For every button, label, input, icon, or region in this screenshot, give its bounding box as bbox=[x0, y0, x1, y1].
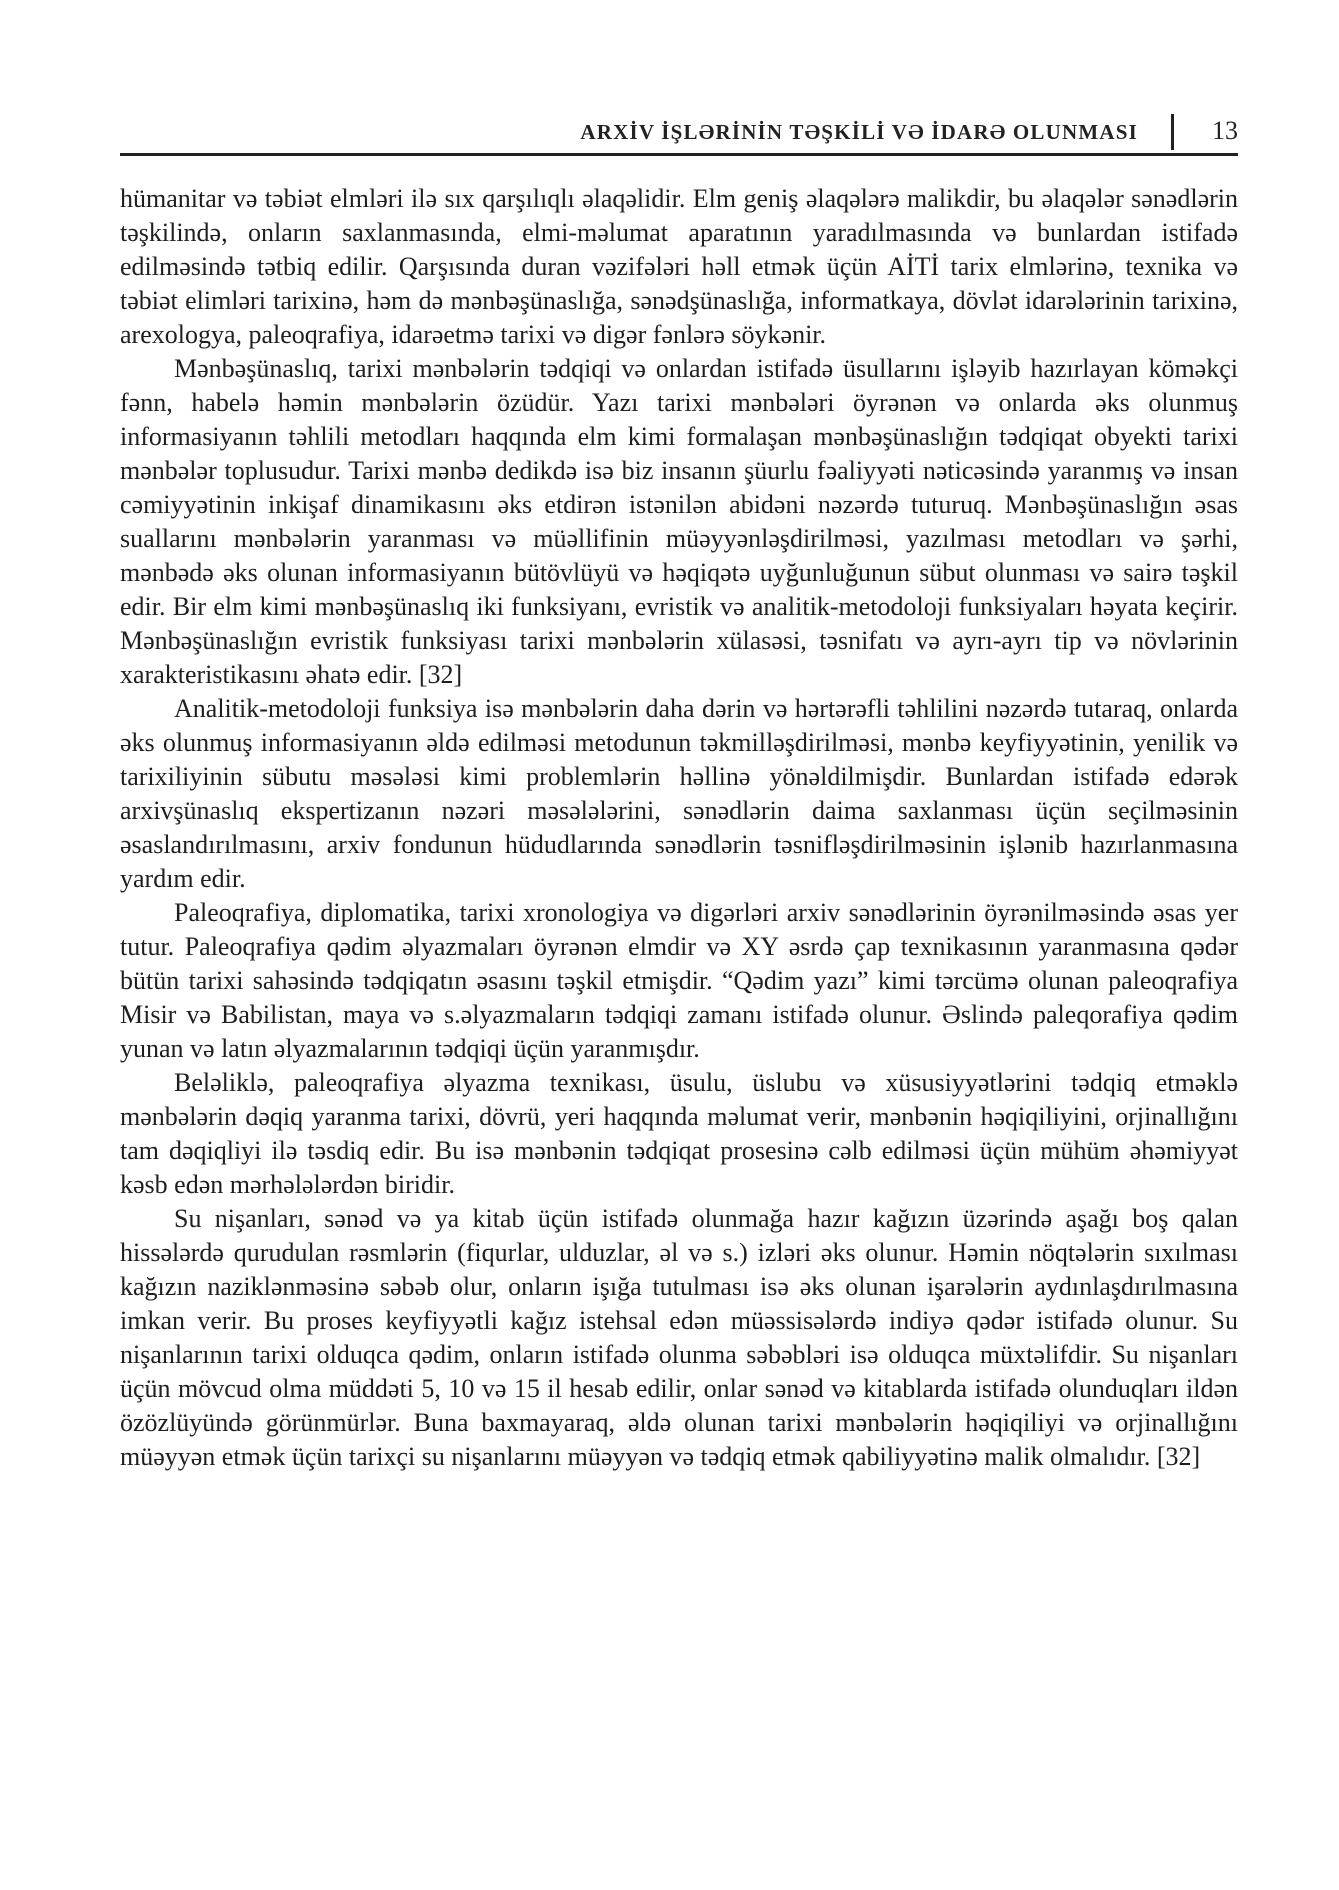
body-text bbox=[120, 182, 1238, 1474]
running-header-title: ARXİV İŞLƏRİNİN TƏŞKİLİ VƏ İDARƏ OLUNMASI bbox=[580, 120, 1138, 144]
paragraph-paleoqrafiya: Paleoqrafiya, diplomatika, tarixi xronologiya və digərləri arxiv sənədlərinin öyrənilməsində əsas yer tutur. Paleoqrafiya qədim əlyazmaları öyrənən elmdir və XY əsrdə çap texnikasının yaranmasına qədər bütün tarixi sahəsində tədqiqatın əsasını təşkil etmişdir. “Qədim yazı” kimi tərcümə olunan paleoqrafiya Misir və Babilistan, maya və s.əlyazmaların tədqiqi zamanı istifadə olunur. Əslində paleqorafiya qədim yunan və latın əlyazmalarının tədqiqi üçün yaranmışdır. bbox=[120, 898, 1238, 1063]
header-rule bbox=[120, 153, 1238, 156]
paragraph-menbesunasliq: Mənbəşünaslıq, tarixi mənbələrin tədqiqi və onlardan istifadə üsullarını işləyib hazırlayan köməkçi fənn, habelə həmin mənbələrin özüdür. Yazı tarixi mənbələri öyrənən və onlarda əks olunmuş informasiyanın təhlili metodları haqqında elm kimi formalaşan mənbəşünaslığın tədqiqat obyekti tarixi mənbələr toplusudur. Tarixi mənbə dedikdə isə biz insanın şüurlu fəaliyyəti nəticəsində yaranmış və insan cəmiyyətinin inkişaf dinamikasını əks etdirən istənilən abidəni nəzərdə tuturuq. Mənbəşünaslığın əsas suallarını mənbələrin yaranması və müəllifinin müəyyənləşdirilməsi, yazılması metodları və şərhi, mənbədə əks olunan informasiyanın bütövlüyü və həqiqətə uyğunluğunun sübut olunması və sairə təşkil edir. Bir elm kimi mənbəşünaslıq iki funksiyanı, evristik və analitik-metodoloji funksiyaları həyata keçirir. Mənbəşünaslığın evristik funksiyası tarixi mənbələrin xülasəsi, təsnifatı və ayrı-ayrı tip və növlərinin xarakteristikasını əhatə edir. [32] bbox=[120, 354, 1238, 689]
page-number: 13 bbox=[1212, 116, 1238, 145]
header-separator bbox=[1171, 114, 1174, 150]
paragraph-analitik-metodoloji: Analitik-metodoloji funksiya isə mənbələrin daha dərin və hərtərəfli təhlilini nəzərdə tutaraq, onlarda əks olunmuş informasiyanın əldə edilməsi metodunun təkmilləşdirilməsi, mənbə keyfiyyətinin, yenilik və tarixiliyinin sübutu məsələsi kimi problemlərin həllinə yönəldilmişdir. Bunlardan istifadə edərək arxivşünaslıq ekspertizanın nəzəri məsələlərini, sənədlərin daima saxlanması üçün seçilməsinin əsaslandırılmasını, arxiv fondunun hüdudlarında sənədlərin təsnifləşdirilməsinin işlənib hazırlanmasına yardım edir. bbox=[120, 694, 1238, 893]
paragraph-su-nisanlari: Su nişanları, sənəd və ya kitab üçün istifadə olunmağa hazır kağızın üzərində aşağı boş qalan hissələrdə qurudulan rəsmlərin (fiqurlar, ulduzlar, əl və s.) izləri əks olunur. Həmin nöqtələrin sıxılması kağızın naziklənməsinə səbəb olur, onların işığa tutulması isə əks olunan işarələrin aydınlaşdırılmasına imkan verir. Bu proses keyfiyyətli kağız istehsal edən müəssisələrdə indiyə qədər istifadə olunur. Su nişanlarının tarixi olduqca qədim, onların istifadə olunma səbəbləri isə olduqca müxtəlifdir. Su nişanları üçün mövcud olma müddəti 5, 10 və 15 il hesab edilir, onlar sənəd və kitablarda istifadə olunduqları ildən özözlüyündə görünmürlər. Buna baxmayaraq, əldə olunan tarixi mənbələrin həqiqiliyi və orjinallığını müəyyən etmək üçün tarixçi su nişanlarını müəyyən və tədqiq etmək qabiliyyətinə malik olmalıdır. [32] bbox=[120, 1204, 1238, 1471]
running-header bbox=[120, 112, 1238, 156]
paragraph-belelikle: Beləliklə, paleoqrafiya əlyazma texnikası, üsulu, üslubu və xüsusiyyətlərini tədqiq etməklə mənbələrin dəqiq yaranma tarixi, dövrü, yeri haqqında məlumat verir, mənbənin həqiqiliyini, orjinallığını tam dəqiqliyi ilə təsdiq edir. Bu isə mənbənin tədqiqat prosesinə cəlb edilməsi üçün mühüm əhəmiyyət kəsb edən mərhələlərdən biridir. bbox=[120, 1068, 1238, 1199]
paragraph-continued: hümanitar və təbiət elmləri ilə sıx qarşılıqlı əlaqəlidir. Elm geniş əlaqələrə malikdir, bu əlaqələr sənədlərin təşkilində, onların saxlanmasında, elmi-məlumat aparatının yaradılmasında və bunlardan istifadə edilməsində tətbiq edilir. Qarşısında duran vəzifələri həll etmək üçün AİTİ tarix elmlərinə, texnika və təbiət elimləri tarixinə, həm də mənbəşünaslığa, sənədşünaslığa, informatkaya, dövlət idarələrinin tarixinə, arexologya, paleoqrafiya, idarəetmə tarixi və digər fənlərə söykənir. bbox=[120, 184, 1238, 349]
